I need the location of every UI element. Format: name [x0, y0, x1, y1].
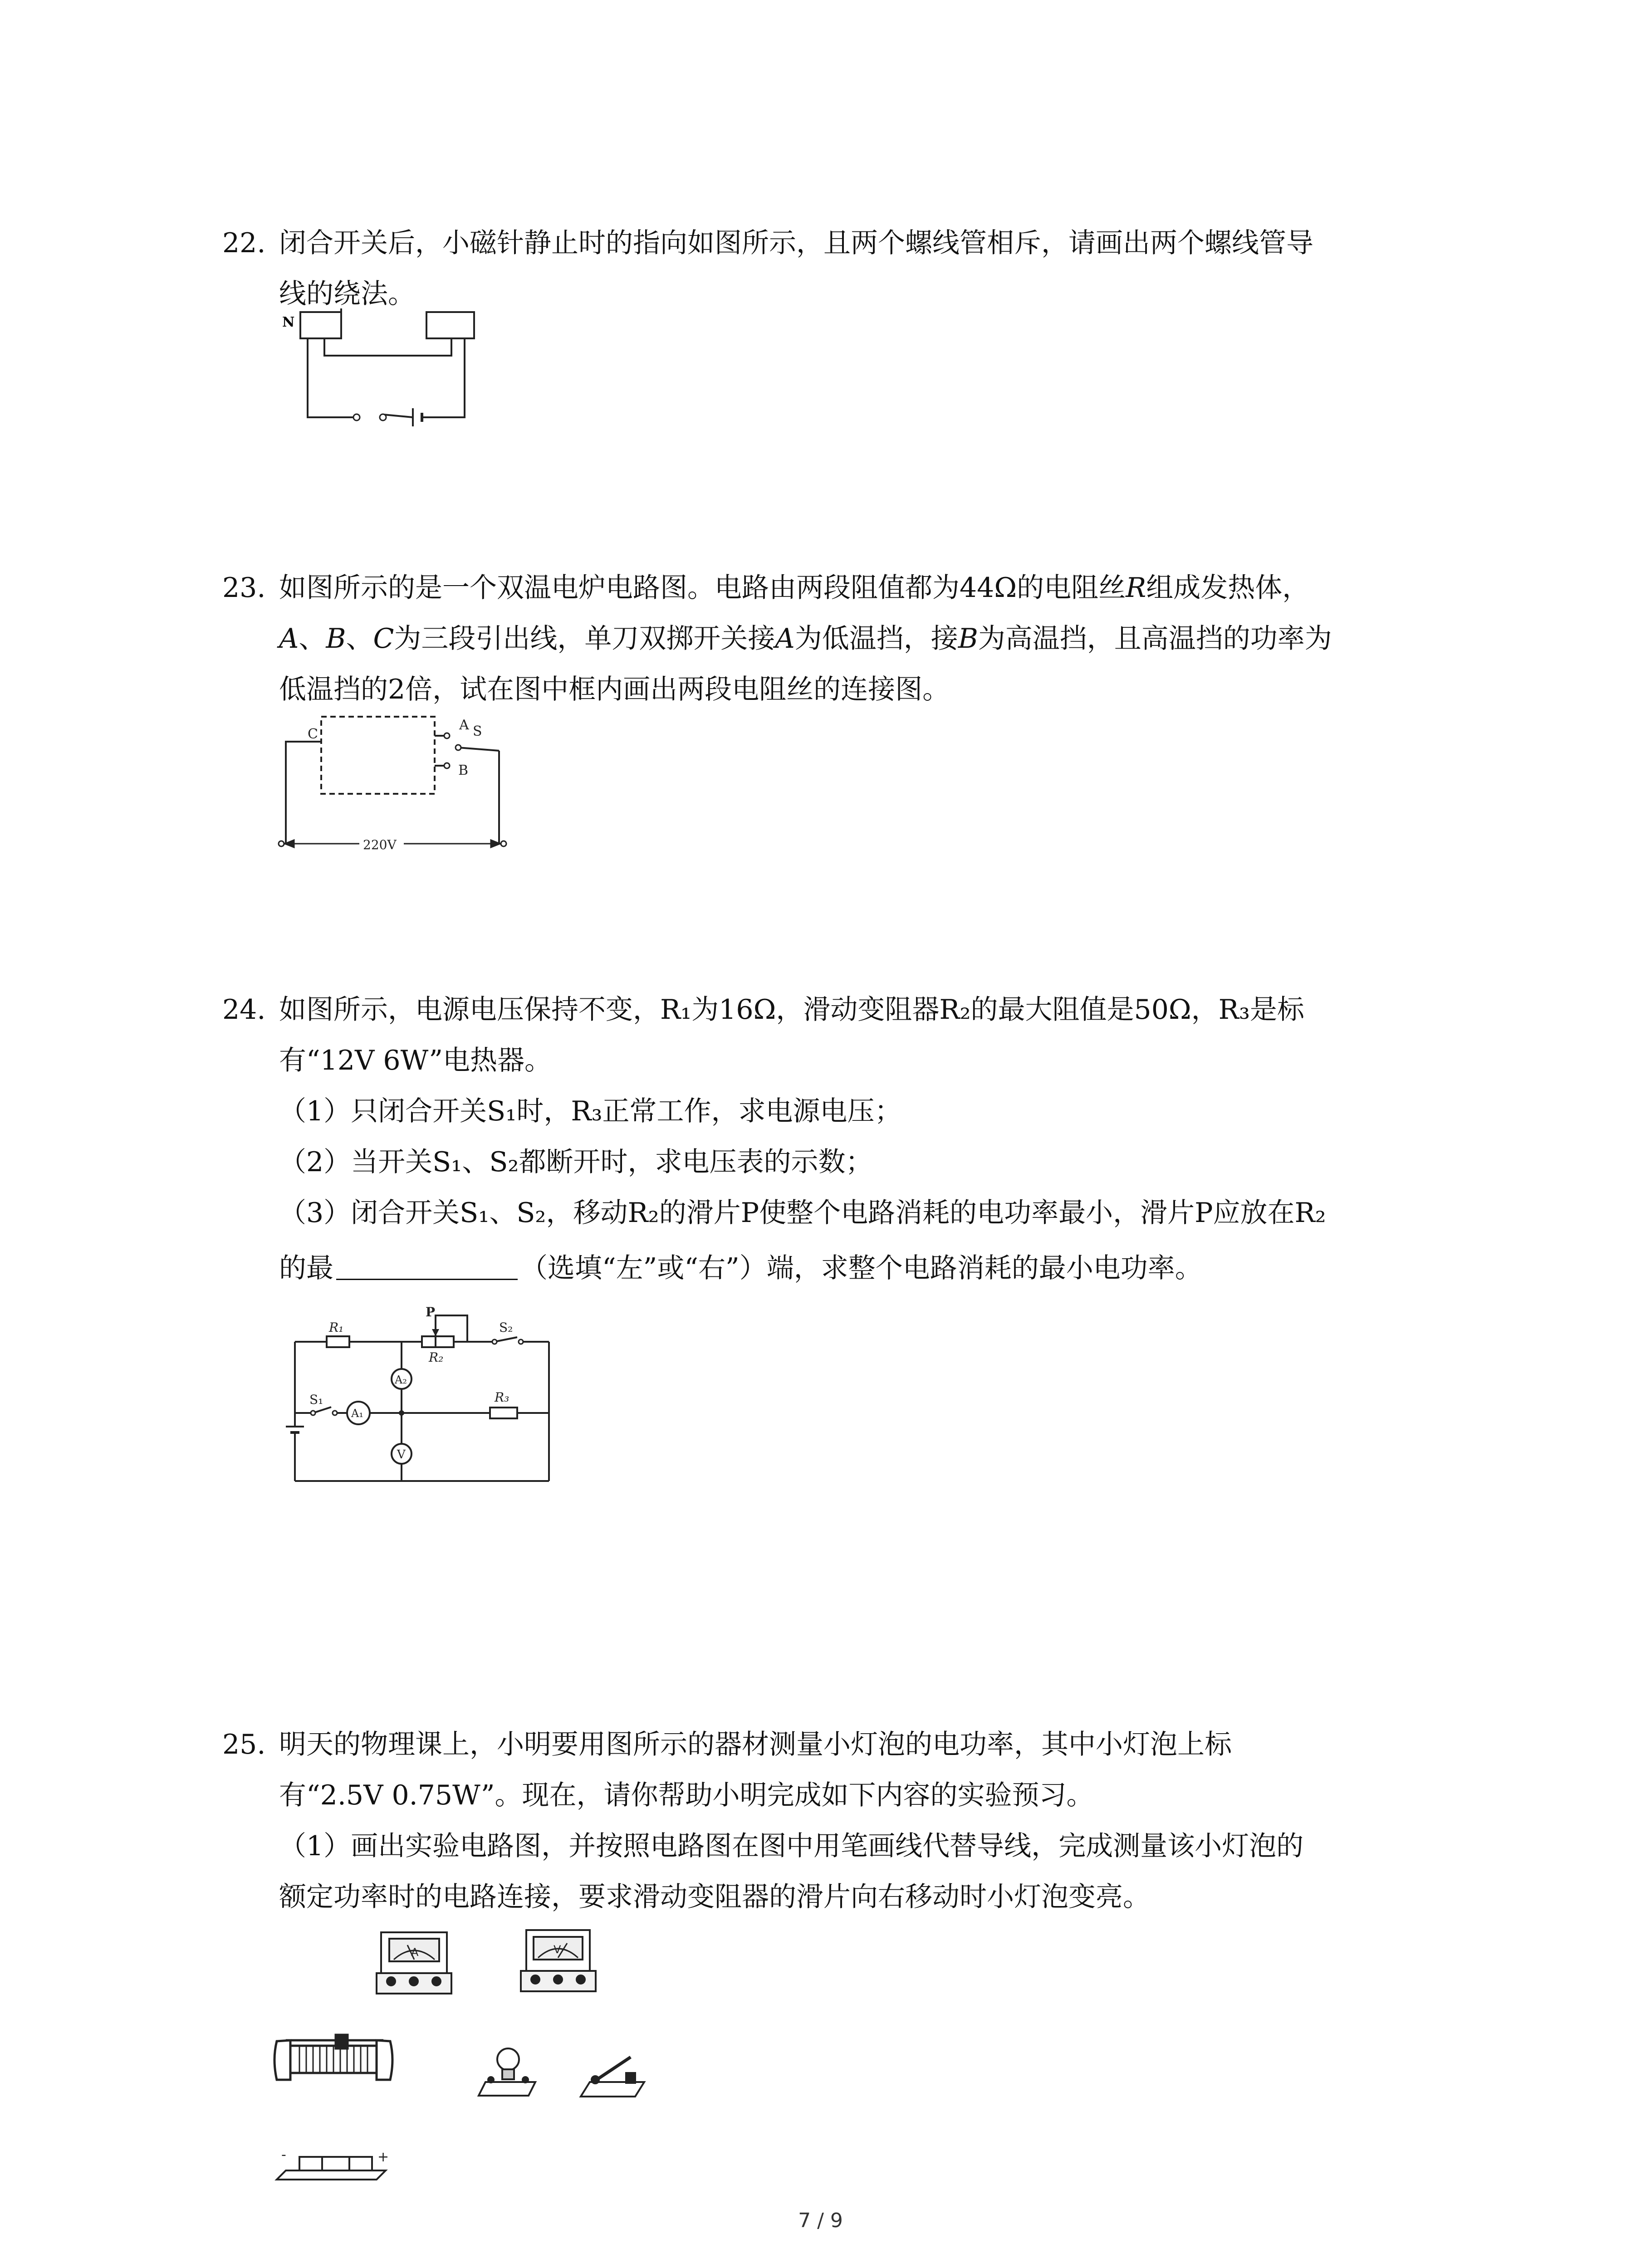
label-r1: R₁ [329, 1320, 344, 1335]
question-text: 闭合开关后，小磁针静止时的指向如图所示，且两个螺线管相斥，请画出两个螺线管导 [279, 227, 1313, 259]
question-text: 有“12V 6W”电热器。 [279, 1045, 552, 1076]
battery-minus-label: - [281, 2147, 286, 2163]
ammeter-label: A [411, 1946, 419, 1959]
question-text: 有“2.5V 0.75W”。现在，请你帮助小明完成如下内容的实验预习。 [279, 1779, 1094, 1811]
label-a2: A₂ [395, 1374, 407, 1386]
variable-c: C [373, 623, 394, 655]
label-p: P [426, 1306, 436, 1320]
rheostat-device [274, 2035, 392, 2080]
terminal-c-label: C [308, 726, 318, 742]
question-number: 23. [222, 572, 266, 604]
variable-a: A [279, 623, 299, 655]
voltmeter-label: V [554, 1943, 561, 1956]
right-solenoid [426, 312, 474, 338]
page-number: 7 / 9 [798, 2209, 843, 2232]
question-text: 、 [299, 623, 326, 655]
sub-question-1: （1）画出实验电路图，并按照电路图在图中用笔画线代替导线，完成测量该小灯泡的 [279, 1830, 1304, 1862]
q22-solenoid-circuit-figure [272, 308, 526, 445]
label-s1: S₁ [309, 1392, 323, 1407]
variable-b: B [326, 623, 346, 655]
question-text: 、 [346, 623, 373, 655]
question-text: 低温挡的2倍，试在图中框内画出两段电阻丝的连接图。 [279, 674, 950, 705]
question-22 [222, 218, 1484, 319]
question-text: 明天的物理课上，小明要用图所示的器材测量小灯泡的电功率，其中小灯泡上标 [279, 1729, 1232, 1760]
q25-equipment-figure [272, 1923, 703, 2195]
dashed-resistor-box [321, 717, 435, 794]
switch-device [581, 2057, 644, 2097]
switch-s-label: S [473, 723, 482, 739]
question-text: 为高温挡，且高温挡的功率为 [978, 623, 1332, 655]
ammeter-device [377, 1932, 451, 1994]
sub-question-3: （3）闭合开关S₁、S₂，移动R₂的滑片P使整个电路消耗的电功率最小，滑片P应放在R₂ [279, 1197, 1326, 1229]
question-number: 24. [222, 994, 266, 1026]
variable-r: R [1126, 572, 1146, 604]
label-s2: S₂ [499, 1320, 513, 1335]
label-a1: A₁ [351, 1407, 363, 1420]
bulb-device [479, 2048, 535, 2096]
voltage-label: 220V [363, 837, 397, 852]
variable-b: B [958, 623, 978, 655]
label-r2: R₂ [429, 1350, 444, 1365]
terminal-a-label: A [459, 717, 469, 733]
question-text: 线的绕法。 [279, 278, 415, 310]
question-text: （选填“左”或“右”）端，求整个电路消耗的最小电功率。 [520, 1252, 1202, 1284]
question-23 [222, 562, 1484, 715]
question-number: 22. [222, 227, 266, 259]
question-24 [222, 984, 1484, 1294]
north-pole-label: N [282, 314, 295, 330]
battery-device [277, 2157, 386, 2180]
question-text: 组成发热体， [1146, 572, 1310, 604]
resistor-r2 [422, 1336, 454, 1347]
resistor-r3 [490, 1408, 517, 1418]
sub-question-1-cont: 额定功率时的电路连接，要求滑动变阻器的滑片向右移动时小灯泡变亮。 [279, 1881, 1150, 1913]
question-text: 如图所示，电源电压保持不变，R₁为16Ω，滑动变阻器R₂的最大阻值是50Ω，R₃是标 [279, 994, 1304, 1026]
answer-blank[interactable] [336, 1251, 518, 1280]
q24-circuit-figure [281, 1306, 563, 1497]
question-text: 如图所示的是一个双温电炉电路图。电路由两段阻值都为44Ω的电阻丝 [279, 572, 1126, 604]
sub-question-2: （2）当开关S₁、S₂都断开时，求电压表的示数； [279, 1146, 873, 1178]
sub-question-1: （1）只闭合开关S₁时，R₃正常工作，求电源电压； [279, 1095, 902, 1127]
question-25 [222, 1719, 1484, 1922]
variable-a: A [775, 623, 795, 655]
question-number: 25. [222, 1729, 266, 1760]
label-v: V [397, 1448, 406, 1461]
resistor-r1 [327, 1336, 349, 1347]
voltmeter-device [521, 1930, 596, 1991]
question-text: 为低温挡，接 [794, 623, 958, 655]
q23-electric-furnace-circuit-figure [272, 708, 526, 862]
question-text: 为三段引出线，单刀双掷开关接 [394, 623, 775, 655]
terminal-b-label: B [458, 763, 469, 778]
left-solenoid [300, 312, 341, 338]
question-text: 的最 [279, 1252, 333, 1284]
label-r3: R₃ [495, 1390, 509, 1405]
battery-plus-label: + [377, 2149, 389, 2165]
